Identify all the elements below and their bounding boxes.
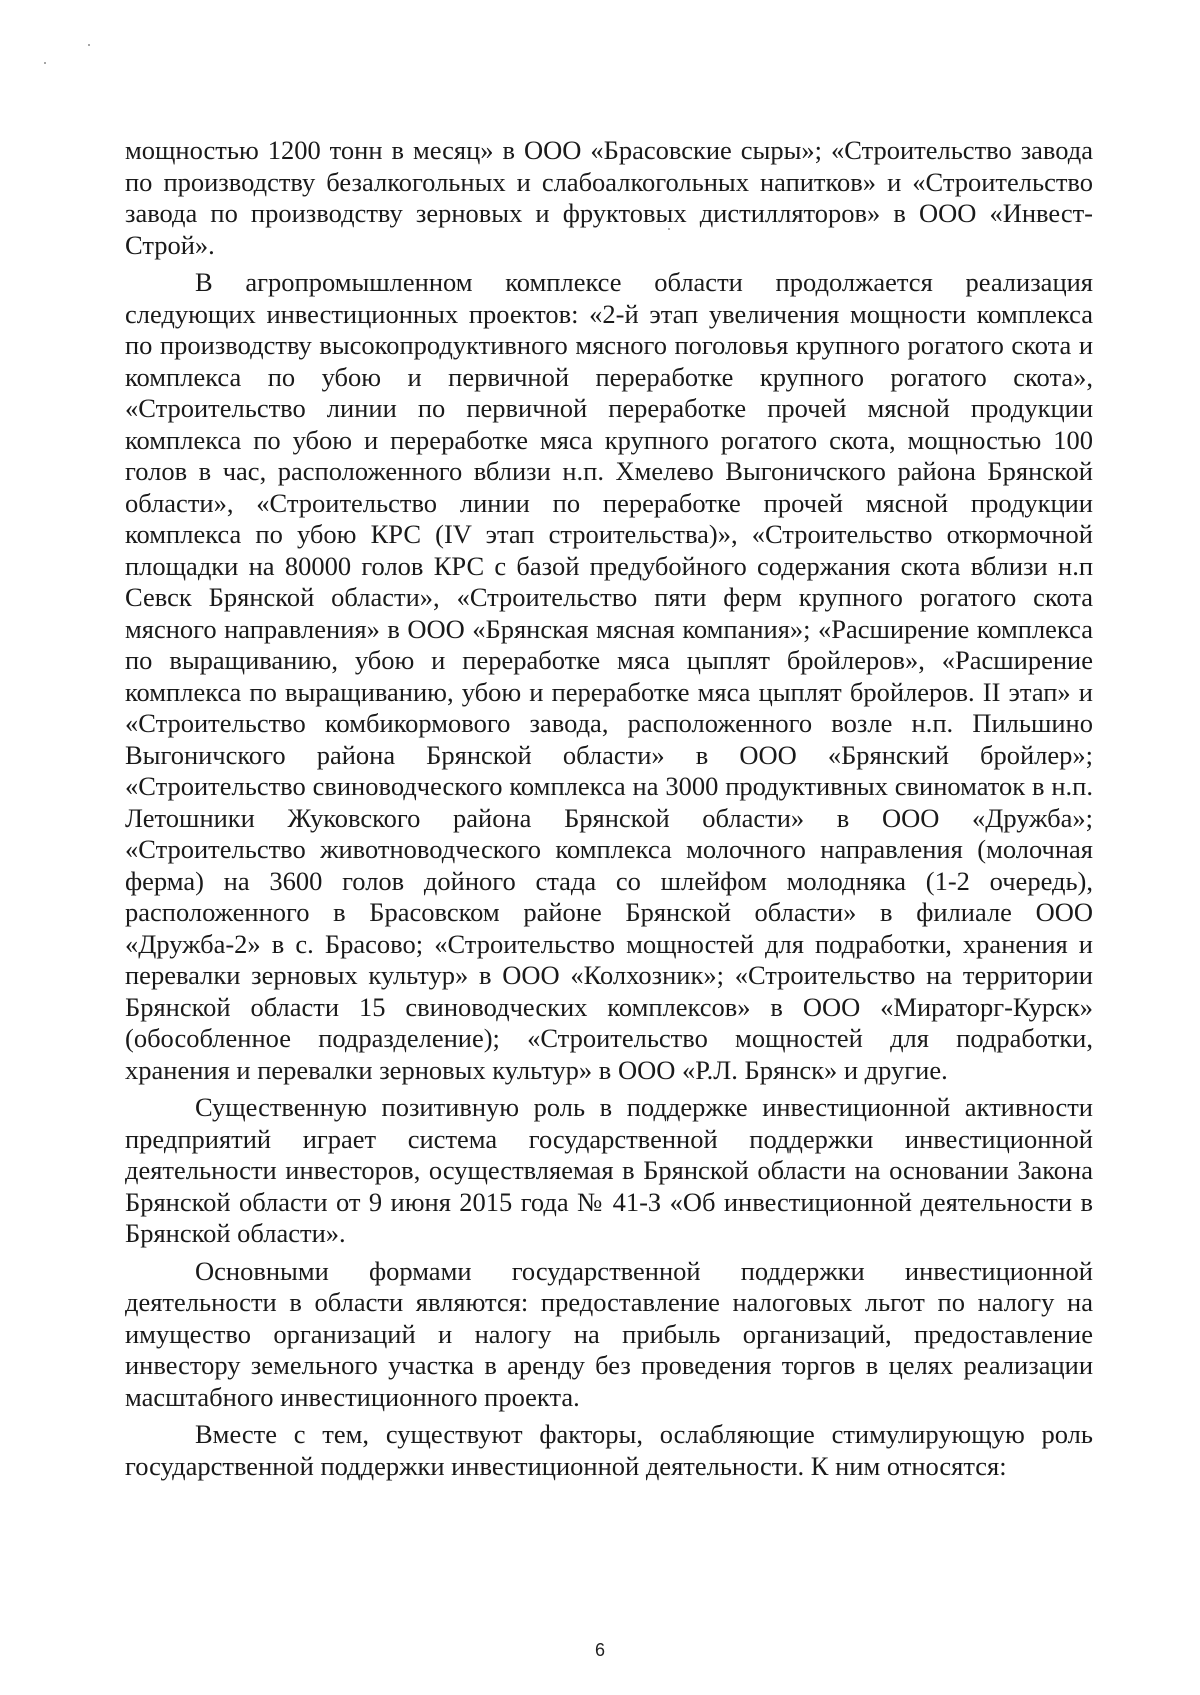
scan-speck xyxy=(44,62,46,64)
document-body xyxy=(125,135,1093,1482)
scan-speck xyxy=(88,44,90,46)
page-number: 6 xyxy=(594,1640,605,1660)
paragraph-state-support-role: Существенную позитивную роль в поддержке инвестиционной активности предприятий играет система государственной поддержки инвестиционной деятельности инвесторов, осуществляемая в Брянской области на основании Закона Брянской области от 9 июня 2015 года № 41-З «Об инвестиционной деятельности в Брянской области». xyxy=(125,1092,1093,1248)
paragraph-continuation: мощностью 1200 тонн в месяц» в ООО «Брасовские сыры»; «Строительство завода по производству безалкогольных и слабоалкогольных напитков» и «Строительство завода по производству зерновых и фруктовых дистилляторов» в ООО «Инвест-Строй». xyxy=(125,135,1093,260)
paragraph-agro-projects: В агропромышленном комплексе области продолжается реализация следующих инвестиционных проектов: «2-й этап увеличения мощности комплекса по производству высокопродуктивного мясного поголовья крупного рогатого скота и комплекса по убою и первичной переработке крупного рогатого скота», «Строительство линии по первичной переработке прочей мясной продукции комплекса по убою и переработке мяса крупного рогатого скота, мощностью 100 голов в час, расположенного вблизи н.п. Хмелево Выгоничского района Брянской области», «Строительство линии по переработке прочей мясной продукции комплекса по убою КРС (IV этап строительства)», «Строительство откормочной площадки на 80000 голов КРС с базой предубойного содержания скота вблизи н.п Севск Брянской области», «Строительство пяти ферм крупного рогатого скота мясного направления» в ООО «Брянская мясная компания»; «Расширение комплекса по выращиванию, убою и переработке мяса цыплят бройлеров», «Расширение комплекса по выращиванию, убою и переработке мяса цыплят бройлеров. II этап» и «Строительство комбикормового завода, расположенного возле н.п. Пильшино Выгоничского района Брянской области» в ООО «Брянский бройлер»; «Строительство свиноводческого комплекса на 3000 продуктивных свиноматок в н.п. Летошники Жуковского района Брянской области» в ООО «Дружба»; «Строительство животноводческого комплекса молочного направления (молочная ферма) на 3600 голов дойного стада со шлейфом молодняка (1-2 очередь), расположенного в Брасовском районе Брянской области» в филиале ООО «Дружба-2» в с. Брасово; «Строительство мощностей для подработки, хранения и перевалки зерновых культур» в ООО «Колхозник»; «Строительство на территории Брянской области 15 свиноводческих комплексов» в ООО «Мираторг-Курск» (обособленное подразделение); «Строительство мощностей для подработки, хранения и перевалки зерновых культур» в ООО «Р.Л. Брянск» и другие. xyxy=(125,267,1093,1085)
paragraph-support-forms: Основными формами государственной поддержки инвестиционной деятельности в области являются: предоставление налоговых льгот по налогу на имущество организаций и налогу на прибыль организаций, предоставление инвестору земельного участка в аренду без проведения торгов в целях реализации масштабного инвестиционного проекта. xyxy=(125,1255,1093,1412)
paragraph-weakening-factors: Вместе с тем, существуют факторы, ослабляющие стимулирующую роль государственной поддержки инвестиционной деятельности. К ним относятся: xyxy=(125,1419,1093,1481)
